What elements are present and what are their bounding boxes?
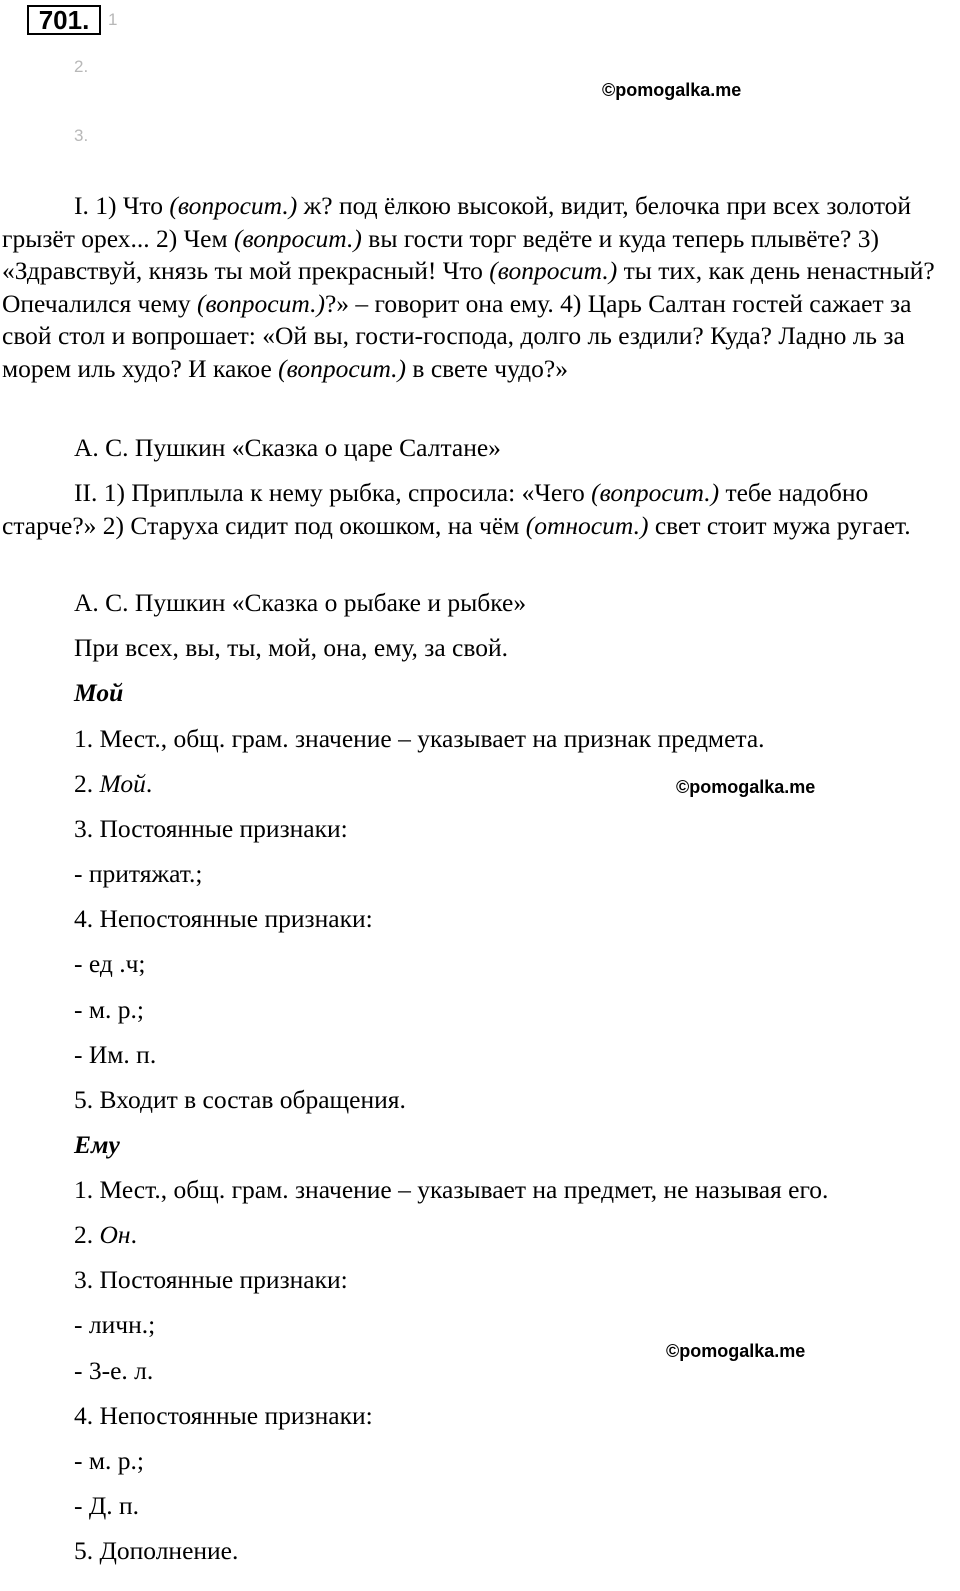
text-part-1: [2, 190, 954, 386]
text-segment: I. 1) Что: [74, 191, 170, 220]
question-mark-annotation: (вопросит.): [169, 191, 298, 220]
analysis-2-line-2-suffix: .: [130, 1220, 137, 1249]
analysis-1-line-5: 4. Непостоянные признаки:: [74, 904, 373, 933]
faint-mark-1: 1: [108, 10, 118, 29]
watermark-top: ©pomogalka.me: [602, 80, 742, 100]
analysis-1-line-6: - ед .ч;: [74, 949, 146, 978]
question-mark-annotation: (вопросит.): [591, 478, 720, 507]
source-1: А. С. Пушкин «Сказка о царе Салтане»: [74, 433, 501, 462]
analysis-1-line-9: 5. Входит в состав обращения.: [74, 1085, 406, 1114]
analysis-2-line-9: 5. Дополнение.: [74, 1536, 239, 1565]
analysis-1-line-2: [74, 769, 152, 799]
question-mark-annotation: (вопросит.): [197, 288, 325, 318]
analysis-2-line-5: - 3-е. л.: [74, 1356, 154, 1385]
analysis-2-line-3: 3. Постоянные признаки:: [74, 1265, 348, 1294]
text-segment: ж? под ёлкою высокой, видит, белочка при всех золотой грызёт орех... 2) Чем: [2, 191, 912, 253]
text-segment: в свете чудо?»: [406, 353, 568, 383]
analysis-2-line-6: 4. Непостоянные признаки:: [74, 1401, 373, 1430]
text-segment: ?» – говорит она ему. 4) Царь Салтан гостей сажает за свой стол и вопрошает: «Ой вы, гости-господа, долго ль ездили? Куда? Ладно ль за морем иль худо? И какое: [2, 288, 912, 383]
analysis-2-line-7: - м. р.;: [74, 1446, 144, 1475]
analysis-2-line-1: 1. Мест., общ. грам. значение – указывает на предмет, не называя его.: [74, 1175, 829, 1204]
analysis-1-initial-form: Мой: [99, 769, 146, 798]
text-segment: вы гости торг ведёте и куда теперь плывёте? 3) «Здравствуй, князь ты мой прекрасный! Что: [2, 223, 879, 286]
question-mark-annotation: (относит.): [525, 510, 649, 540]
text-segment: ты тих, как день ненастный? Опечалился чему: [2, 256, 935, 318]
watermark-bottom: ©pomogalka.me: [666, 1341, 806, 1361]
faint-mark-2: 2.: [74, 57, 89, 76]
faint-mark-3: 3.: [74, 126, 89, 145]
analysis-2-line-2-prefix: 2.: [74, 1220, 100, 1249]
analysis-2-line-8: - Д. п.: [74, 1491, 140, 1520]
source-2: А. С. Пушкин «Сказка о рыбаке и рыбке»: [74, 588, 527, 617]
analysis-2-initial-form: Он: [99, 1220, 131, 1249]
question-mark-annotation: (вопросит.): [278, 353, 407, 383]
exercise-number: 701.: [27, 5, 101, 35]
analysis-2-line-2: [74, 1220, 137, 1250]
watermark-middle: ©pomogalka.me: [676, 777, 816, 797]
analysis-1-line-1: 1. Мест., общ. грам. значение – указывает на признак предмета.: [74, 724, 765, 753]
question-mark-annotation: (вопросит.): [489, 256, 618, 286]
analysis-2-heading: Ему: [74, 1130, 120, 1159]
analysis-1-line-2-suffix: .: [145, 769, 153, 798]
analysis-1-heading: Мой: [74, 678, 124, 707]
analysis-2-line-4: - личн.;: [74, 1310, 156, 1339]
analysis-1-line-7: - м. р.;: [74, 995, 144, 1024]
analysis-1-line-2-prefix: 2.: [74, 769, 100, 798]
text-segment: свет стоит мужа ругает.: [648, 510, 911, 540]
text-segment: тебе надобно старче?» 2) Старуха сидит под окошком, на чём: [2, 478, 869, 540]
question-mark-annotation: (вопросит.): [234, 223, 362, 253]
analysis-1-line-8: - Им. п.: [74, 1040, 157, 1069]
pronoun-list: При всех, вы, ты, мой, она, ему, за свой.: [74, 633, 509, 662]
text-part-2: [2, 477, 954, 542]
analysis-1-line-4: - притяжат.;: [74, 859, 203, 888]
text-segment: II. 1) Приплыла к нему рыбка, спросила: «Чего: [74, 478, 592, 507]
analysis-1-line-3: 3. Постоянные признаки:: [74, 814, 348, 843]
